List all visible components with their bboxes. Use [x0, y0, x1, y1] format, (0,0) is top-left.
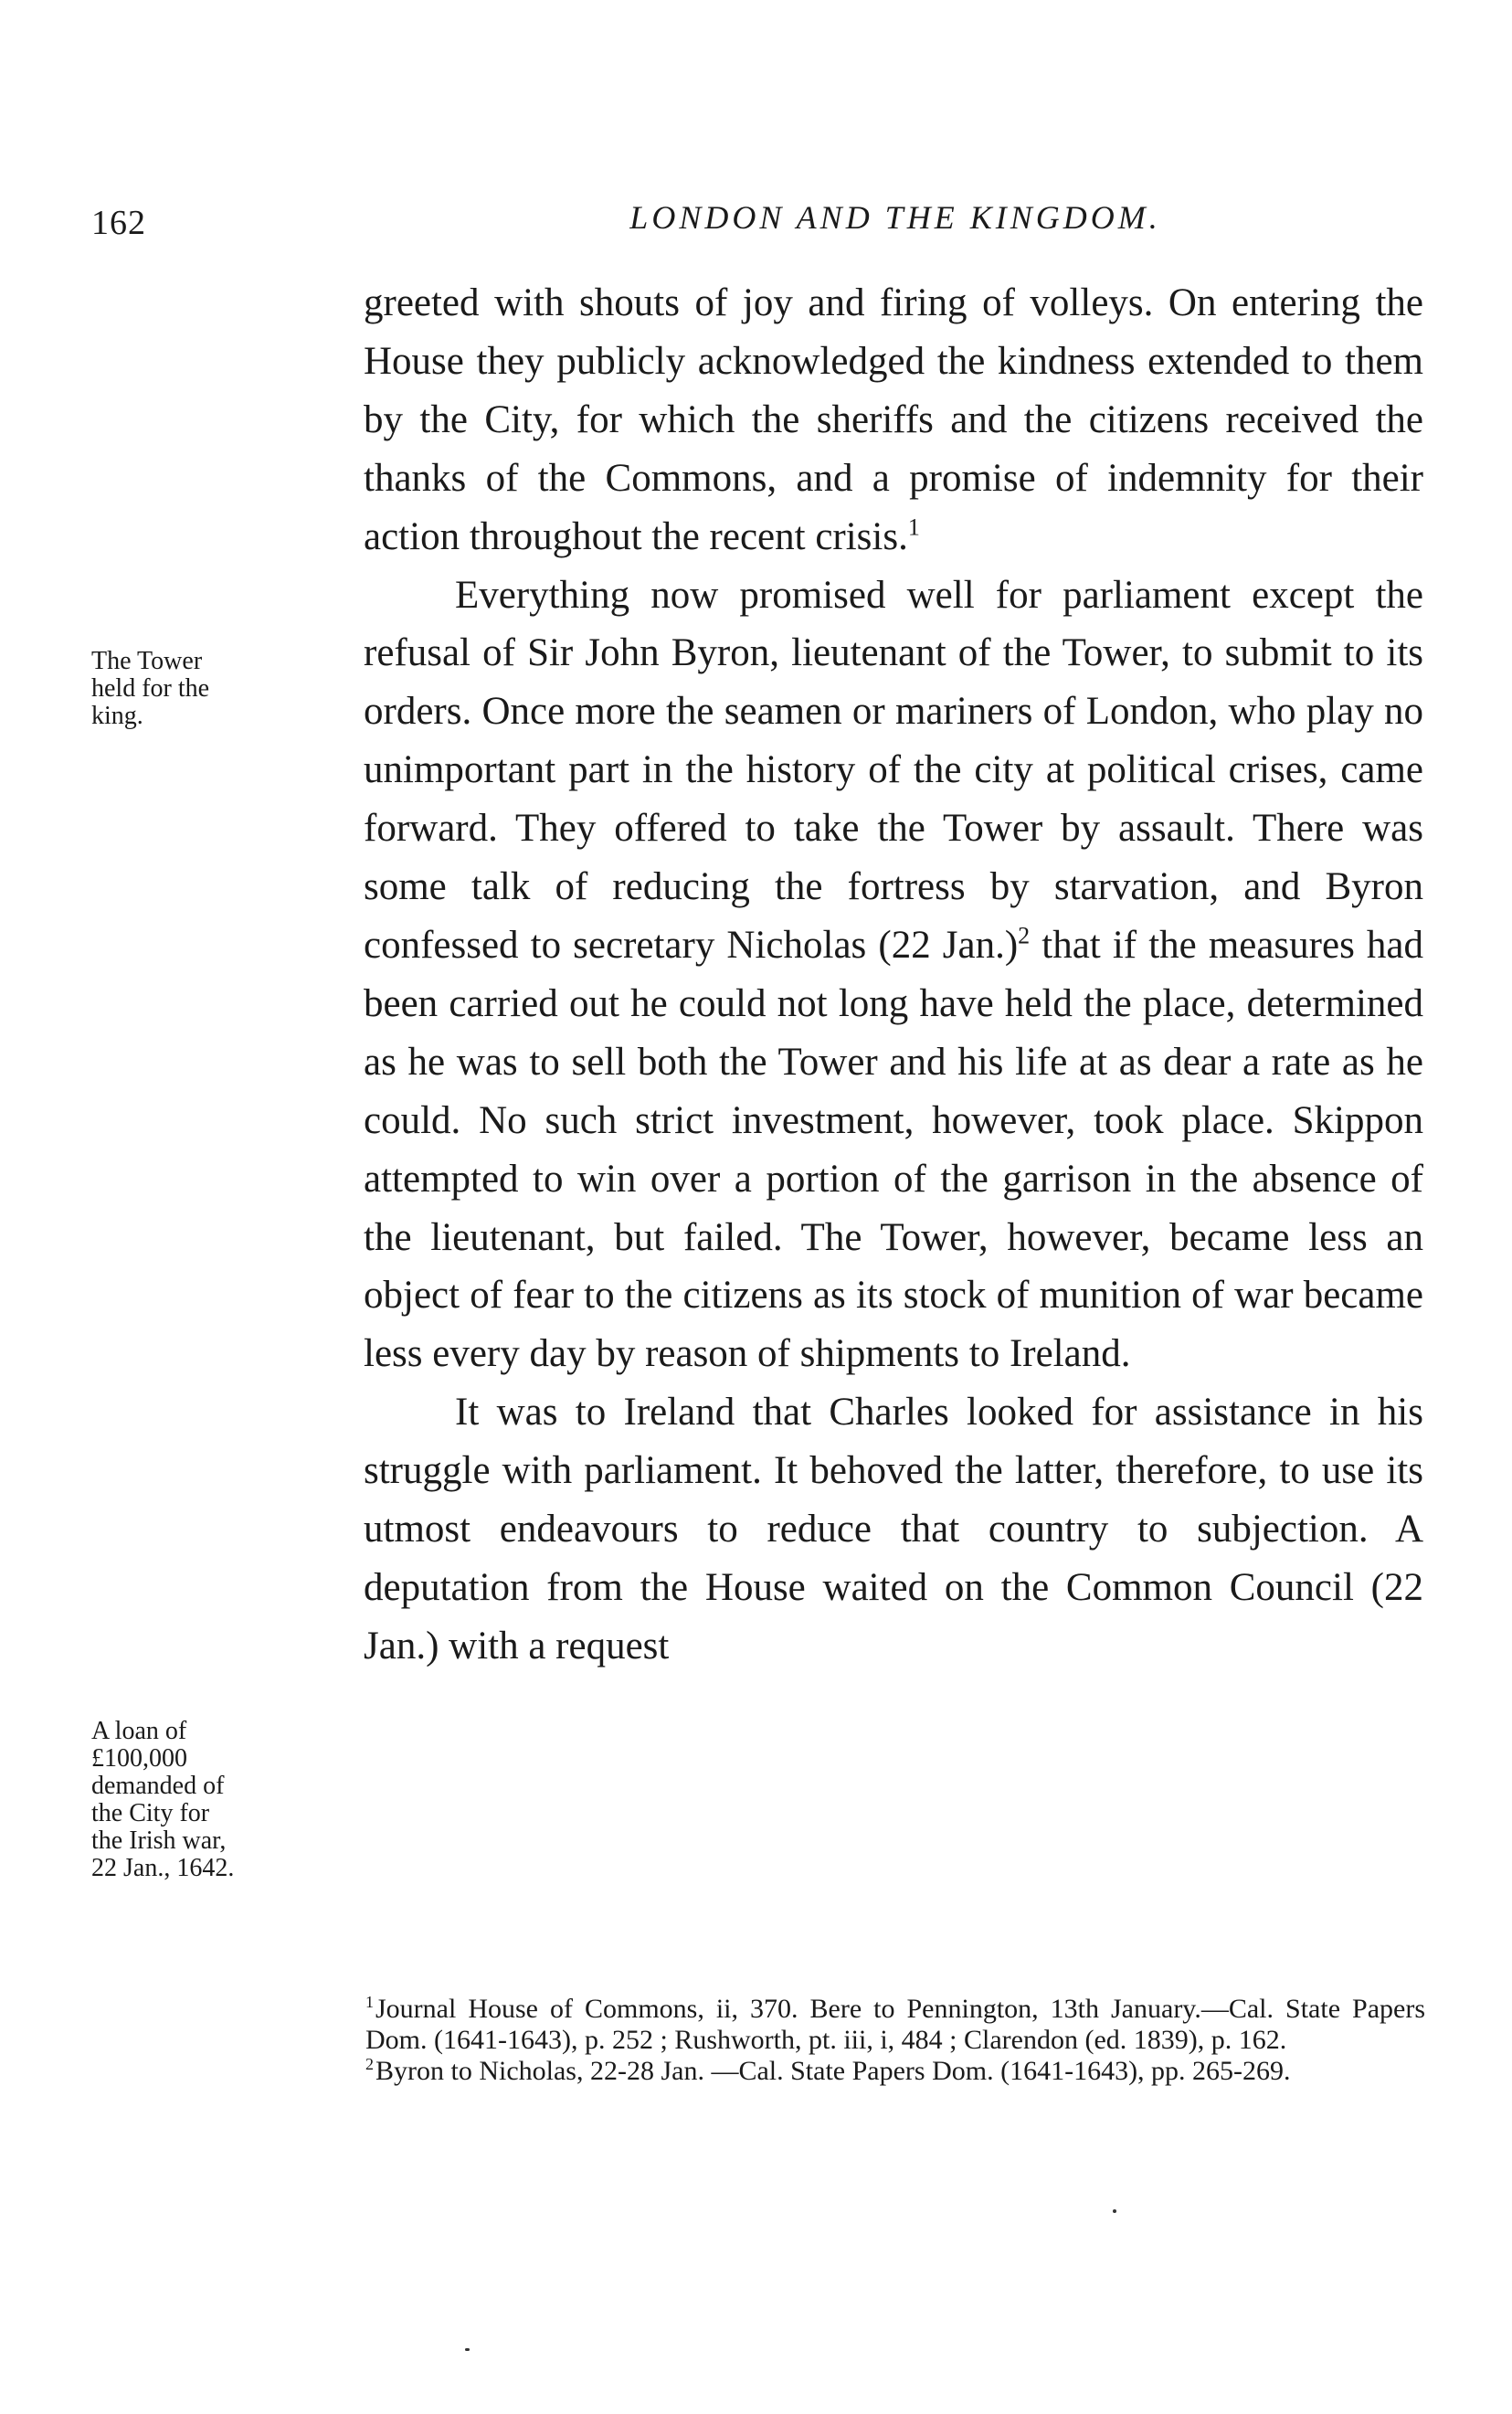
- sidenote-line: A loan of: [91, 1717, 187, 1745]
- body-text: [364, 274, 1423, 1676]
- sidenote-line: the Irish war,: [91, 1826, 227, 1855]
- sidenote-line: The Tower: [91, 647, 203, 675]
- running-title: LONDON AND THE KINGDOM.: [629, 199, 1161, 236]
- page-number: 162: [91, 204, 146, 242]
- footnote-marker-1: 1: [907, 514, 920, 541]
- footnote-text: Journal House of Commons, ii, 370. Bere to Pennington, 13th January.—Cal. State Papers Dom. (1641-1643), p. 252 ; Rushworth, pt. iii, i, 484 ; Clarendon (ed. 1839), p. 162.: [365, 1994, 1425, 2055]
- paragraph-1-text: greeted with shouts of joy and firing of volleys. On entering the House they publicly acknowledged the kindness extended to them by the City, for which the sheriffs and the citizens received the thanks of the Commons, and a promise of indemnity for their action throughout the recent crisis.: [364, 281, 1423, 558]
- footnote-number: 2: [365, 2055, 374, 2073]
- paragraph-3-text: It was to Ireland that Charles looked for assistance in his struggle with parliament. It behoved the latter, therefore, to use its utmost endeavours to reduce that country to subjection. A deputation from the House waited on the Common Council (22 Jan.) with a request: [364, 1391, 1423, 1668]
- footnote-marker-2: 2: [1018, 922, 1031, 949]
- footnote-number: 1: [365, 1993, 374, 2011]
- sidenote-tower-held: [91, 648, 352, 730]
- footnote-text: Byron to Nicholas, 22-28 Jan. —Cal. State Papers Dom. (1641-1643), pp. 265-269.: [375, 2056, 1291, 2086]
- footnote-1: [365, 1994, 1425, 2056]
- sidenote-line: the City for: [91, 1799, 210, 1827]
- sidenote-line: £100,000: [91, 1744, 187, 1773]
- paragraph-3: [364, 1383, 1423, 1676]
- paragraph-1: [364, 274, 1423, 566]
- paragraph-2: [364, 566, 1423, 1384]
- sidenote-line: king.: [91, 702, 143, 730]
- sidenote-line: held for the: [91, 674, 210, 703]
- sidenote-line: demanded of: [91, 1772, 225, 1800]
- footnote-2: [365, 2056, 1425, 2087]
- sidenote-loan-demanded: [91, 1718, 352, 1882]
- print-speck: [1113, 2209, 1116, 2213]
- print-speck: [465, 2348, 470, 2351]
- paragraph-2-text-a: Everything now promised well for parliament except the refusal of Sir John Byron, lieutenant of the Tower, to submit to its orders. Once more the seamen or mariners of London, who play no unimportant part in the history of the city at political crises, came forward. They offered to take the Tower by assault. There was some talk of reducing the fortress by starvation, and Byron confessed to secretary Nicholas (22 Jan.): [364, 573, 1423, 967]
- sidenote-line: 22 Jan., 1642.: [91, 1854, 235, 1882]
- footnotes: [365, 1994, 1425, 2087]
- paragraph-2-text-b: that if the measures had been carried out he could not long have held the place, determined as he was to sell both the Tower and his life at as dear a rate as he could. No such strict investment, however, took place. Skippon attempted to win over a portion of the garrison in the absence of the lieutenant, but failed. The Tower, however, became less an object of fear to the citizens as its stock of munition of war became less every day by reason of shipments to Ireland.: [364, 923, 1423, 1376]
